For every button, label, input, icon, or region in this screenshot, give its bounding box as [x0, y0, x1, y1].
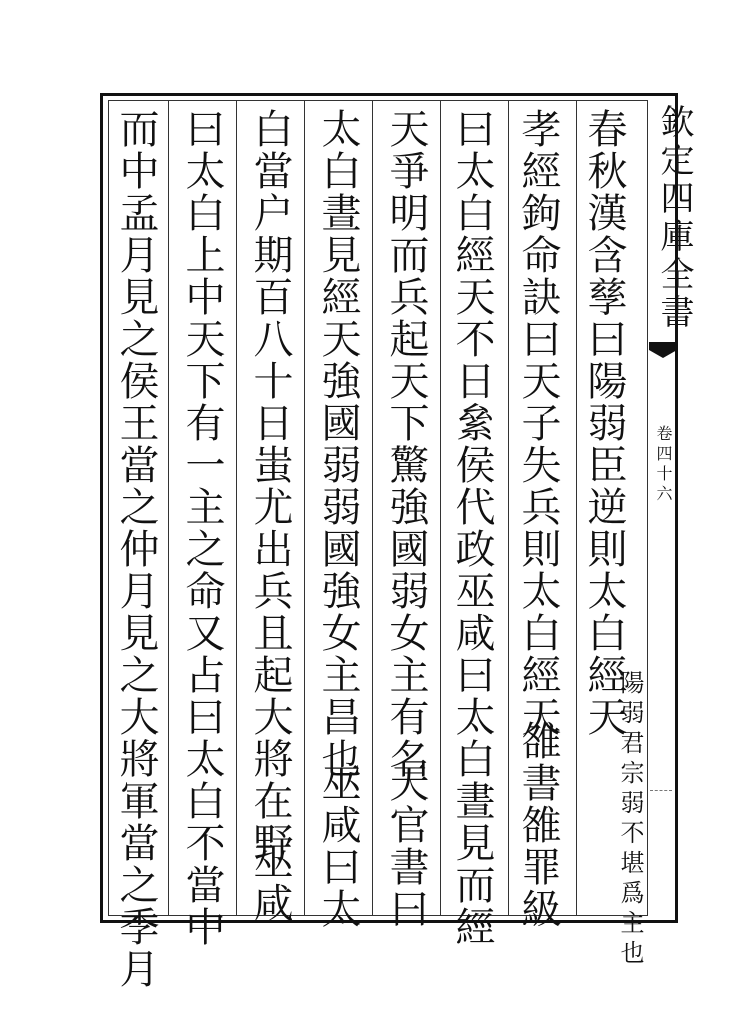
text-column-2: [515, 108, 561, 738]
text-column-1-note: [586, 670, 642, 970]
text-column-6-tail: [247, 840, 293, 924]
text-column-4: [383, 108, 429, 780]
column-secondary-text: 巫咸: [247, 840, 293, 924]
text-column-5-tail: [315, 762, 361, 930]
text-column-1: [581, 108, 627, 738]
column-main-text: 太白晝見經天強國弱弱國強女主昌也: [315, 108, 361, 780]
column-main-text: 孝經鉤命訣曰天子失兵則太白經天: [515, 108, 561, 738]
text-column-2-tail: [515, 720, 561, 930]
column-secondary-text: 雒書雒罪級: [515, 720, 561, 930]
column-secondary-text: 天官書曰: [383, 762, 429, 930]
column-rule: [576, 100, 577, 916]
column-rule: [508, 100, 509, 916]
volume-number: 卷四十六: [654, 425, 673, 505]
column-main-text: 曰太白經天不日絫侯代政: [449, 108, 495, 570]
fish-tail-mark: [648, 340, 678, 360]
column-rule: [304, 100, 305, 916]
text-column-6: [247, 108, 293, 864]
text-column-7-tail: [179, 612, 225, 948]
column-secondary-text: 巫咸曰太白晝見而經: [449, 570, 495, 948]
text-column-3-tail: [449, 570, 495, 948]
column-rule: [168, 100, 169, 916]
column-main-text: 白當户期百八十日蚩尤出兵且起大將在野: [247, 108, 293, 864]
column-main-text: 天爭明而兵起天下驚強國弱女主有名: [383, 108, 429, 780]
text-column-4-tail: [383, 762, 429, 930]
column-main-text: 春秋漢含孳曰陽弱臣逆則太白經天: [581, 108, 627, 738]
column-rule: [440, 100, 441, 916]
column-main-text: 曰太白上中天下有一主之命: [179, 108, 225, 612]
text-column-5: [315, 108, 361, 780]
column-main-text: 而中孟月見之侯王當之仲月見之大將軍當之季月: [113, 108, 159, 990]
column-rule: [236, 100, 237, 916]
column-rule: [372, 100, 373, 916]
column-secondary-text: 巫咸曰太: [315, 762, 361, 930]
text-column-7: [179, 108, 225, 612]
column-secondary-text: 又占曰太白不當中: [179, 612, 225, 948]
margin-mark: [650, 790, 672, 792]
text-column-8: [113, 108, 159, 990]
book-title: 欽定四庫全書: [654, 104, 694, 332]
text-column-3: [449, 108, 495, 570]
column-note-text: 陽弱君宗弱不堪爲主也: [616, 670, 644, 970]
